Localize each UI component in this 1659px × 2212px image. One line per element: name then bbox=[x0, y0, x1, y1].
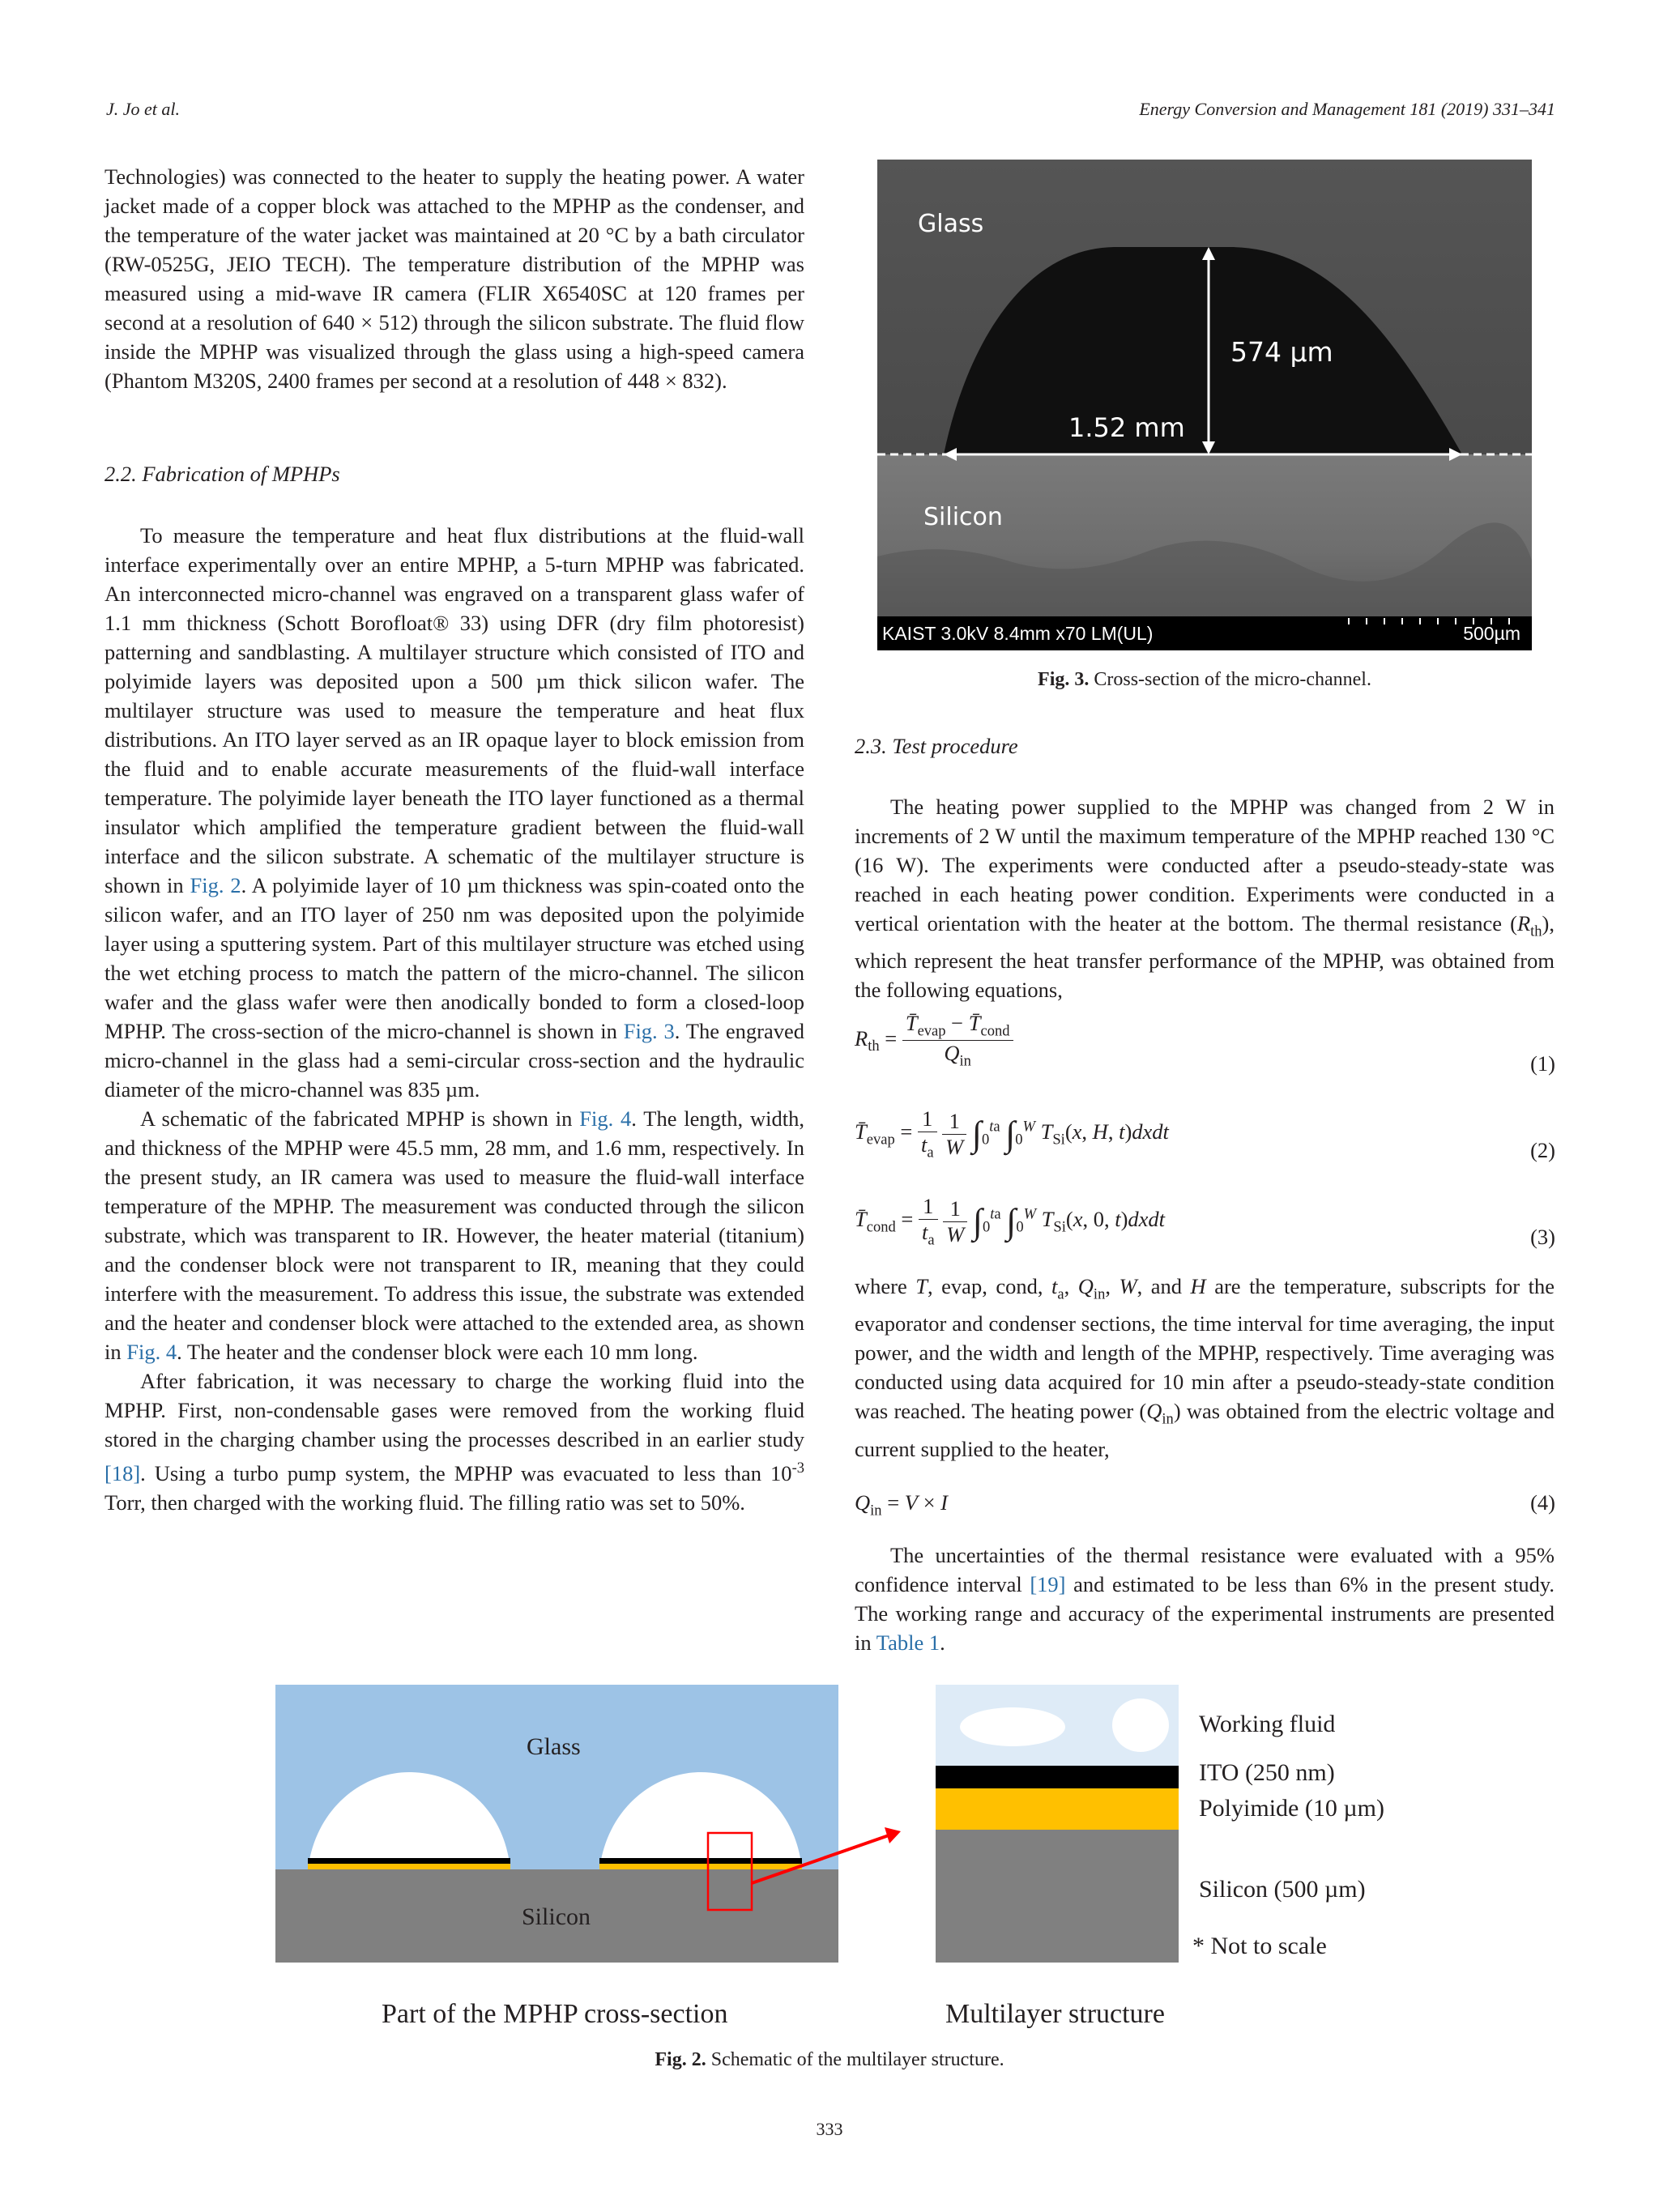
glass-label: Glass bbox=[527, 1733, 581, 1760]
equation-3: $T̄_{cond}$ = $\frac{1}{t_a}$ $\frac{1}{W}$ $\int_0^{ta}$ $\int_0^W$ $T_{Si}(x$, 0, t)dxdt bbox=[855, 1194, 1166, 1249]
equation-number: (4) bbox=[1530, 1490, 1555, 1515]
citation-link[interactable]: [19] bbox=[1030, 1572, 1066, 1596]
equation-number: (3) bbox=[1530, 1225, 1555, 1249]
running-head-authors: J. Jo et al. bbox=[106, 99, 181, 119]
paragraph: A schematic of the fabricated MPHP is shown in Fig. 4. The length, width, and thickness of the MPHP were 45.5 mm, 28 mm, and 1.6 mm, respectively. In the present study, an IR camera was used to measure the fluid-wall interface temperature of the MPHP. The measurement was conducted through the silicon substrate, which was transparent to IR. However, the heater material (titanium) and the condenser block were not transparent to IR, meaning that they could interfere with the measurement. To address this issue, the substrate was extended and the heater and condenser block were attached to the extended area, as shown in Fig. 4. The heater and the condenser block were each 10 mm long. bbox=[104, 1106, 804, 1364]
equation-1: $R_{th}$ = $\frac{T̄_{evap} - T̄_{cond}}{Q_{in}}$ bbox=[855, 1011, 1013, 1071]
height-label: 574 µm bbox=[1230, 336, 1333, 368]
silicon-layer bbox=[936, 1830, 1179, 1963]
figure-link[interactable]: Fig. 4 bbox=[579, 1106, 632, 1131]
right-column-body-3 bbox=[855, 1541, 1555, 1657]
citation-link[interactable]: [18] bbox=[104, 1460, 141, 1485]
figure-link[interactable]: Fig. 3 bbox=[623, 1019, 675, 1043]
sem-micrograph bbox=[877, 160, 1532, 650]
equation-4: $Q_{in} = V \times I$ bbox=[855, 1490, 948, 1519]
figure-caption: Fig. 2. Schematic of the multilayer structure. bbox=[655, 2049, 1004, 2070]
polyimide-label: Polyimide (10 µm) bbox=[1199, 1795, 1384, 1822]
left-column-body bbox=[104, 521, 804, 1517]
right-column-body bbox=[855, 792, 1555, 1004]
silicon-label: Silicon bbox=[522, 1903, 591, 1930]
ito-label: ITO (250 nm) bbox=[1199, 1759, 1335, 1786]
figure-caption: Fig. 3. Cross-section of the micro-channel. bbox=[1038, 669, 1371, 690]
silicon-label: Silicon bbox=[923, 503, 1003, 531]
sem-info-bar: KAIST 3.0kV 8.4mm x70 LM(UL) bbox=[882, 623, 1154, 644]
working-fluid-label: Working fluid bbox=[1199, 1711, 1336, 1737]
polyimide-layer bbox=[936, 1788, 1179, 1830]
equation-number: (2) bbox=[1530, 1138, 1555, 1162]
right-column-body-2 bbox=[855, 1272, 1555, 1464]
paragraph: After fabrication, it was necessary to charge the working fluid into the MPHP. First, non-condensable gases were removed from the working fluid stored in the charging chamber using the processes described in an earlier study [18]. Using a turbo pump system, the MPHP was evacuated to less than $10^{-3}$ Torr, then charged with the working fluid. The filling ratio was set to 50%. bbox=[104, 1369, 804, 1515]
running-head-journal: Energy Conversion and Management 181 (2019) 331–341 bbox=[1139, 99, 1555, 119]
figure-link[interactable]: Fig. 4 bbox=[126, 1340, 177, 1364]
equation-number: (1) bbox=[1530, 1051, 1555, 1076]
table-link[interactable]: Table 1 bbox=[876, 1630, 940, 1655]
paragraph: The heating power supplied to the MPHP was changed from 2 W in increments of 2 W until the maximum temperature of the MPHP reached 130 °C (16 W). The experiments were conducted after a pseudo-steady-state was reached in each heating power condition. Experiments were conducted in a vertical orientation with the heater at the bottom. The thermal resistance $(R_{th})$, which represent the heat transfer performance of the MPHP, was obtained from the following equations, bbox=[855, 795, 1555, 1003]
ito-layer bbox=[936, 1766, 1179, 1788]
subfigure-label-right: Multilayer structure bbox=[945, 1999, 1165, 2029]
page-number: 333 bbox=[816, 2119, 843, 2139]
width-label: 1.52 mm bbox=[1068, 412, 1185, 443]
scale-note: * Not to scale bbox=[1192, 1933, 1327, 1959]
paragraph: To measure the temperature and heat flux distributions at the fluid-wall interface experimentally over an entire MPHP, a 5-turn MPHP was fabricated. An interconnected micro-channel was engraved on a transparent glass wafer of 1.1 mm thickness (Schott Borofloat® 33) using DFR (dry film photoresist) patterning and sandblasting. A multilayer structure which consisted of ITO and polyimide layers was deposited upon a 500 µm thick silicon wafer. The multilayer structure was used to measure the temperature and heat flux distributions. An ITO layer served as an IR opaque layer to block emission from the fluid and to enable accurate measurements of the fluid-wall interface temperature. The polyimide layer beneath the ITO layer functioned as a thermal insulator which amplified the temperature gradient between the fluid-wall interface and the silicon substrate. A schematic of the multilayer structure is shown in Fig. 2. A polyimide layer of 10 µm thickness was spin-coated onto the silicon wafer, and an ITO layer of 250 nm was deposited upon the polyimide layer using a sputtering system. Part of this multilayer structure was etched using the wet etching process to match the pattern of the micro-channel. The silicon wafer and the glass wafer were then anodically bonded to form a closed-loop MPHP. The cross-section of the micro-channel is shown in Fig. 3. The engraved micro-channel in the glass had a semi-circular cross-section and the hydraulic diameter of the micro-channel was 835 µm. bbox=[104, 523, 804, 1102]
figure-link[interactable]: Fig. 2 bbox=[190, 873, 241, 897]
paragraph: where T, evap, cond, $t_a$, $Q_{in}$, W, and H are the temperature, subscripts for the evaporator and condenser sections, the time interval for time averaging, the input power, and the width and length of the MPHP, respectively. Time averaging was conducted using data acquired for 10 min after a pseudo-steady-state condition was reached. The heating power $(Q_{in})$ was obtained from the electric voltage and current supplied to the heater, bbox=[855, 1274, 1555, 1461]
left-column-top bbox=[104, 162, 804, 395]
section-heading: 2.3. Test procedure bbox=[855, 734, 1018, 758]
equation-2: $T̄_{evap}$ = $\frac{1}{t_a}$ $\frac{1}{W}$ $\int_0^{ta}$ $\int_0^W$ $T_{Si}(x$, H, t)dxdt bbox=[855, 1106, 1169, 1161]
paragraph: The uncertainties of the thermal resistance were evaluated with a 95% confidence interval [19] and estimated to be less than 6% in the present study. The working range and accuracy of the experimental instruments are presented in Table 1. bbox=[855, 1543, 1555, 1655]
section-heading: 2.2. Fabrication of MPHPs bbox=[104, 462, 340, 486]
glass-label: Glass bbox=[918, 210, 984, 238]
silicon-layer-label: Silicon (500 µm) bbox=[1199, 1876, 1366, 1903]
scale-bar-label: 500µm bbox=[1463, 623, 1520, 644]
subfigure-label-left: Part of the MPHP cross-section bbox=[382, 1999, 728, 2029]
paragraph: Technologies) was connected to the heater to supply the heating power. A water jacket made of a copper block was attached to the MPHP as the condenser, and the temperature of the water jacket was maintained at 20 °C by a bath circulator (RW-0525G, JEIO TECH). The temperature distribution of the MPHP was measured using a mid-wave IR camera (FLIR X6540SC at 120 frames per second at a resolution of 640 × 512) through the silicon substrate. The fluid flow inside the MPHP was visualized through the glass using a high-speed camera (Phantom M320S, 2400 frames per second at a resolution of 448 × 832). bbox=[104, 164, 804, 393]
